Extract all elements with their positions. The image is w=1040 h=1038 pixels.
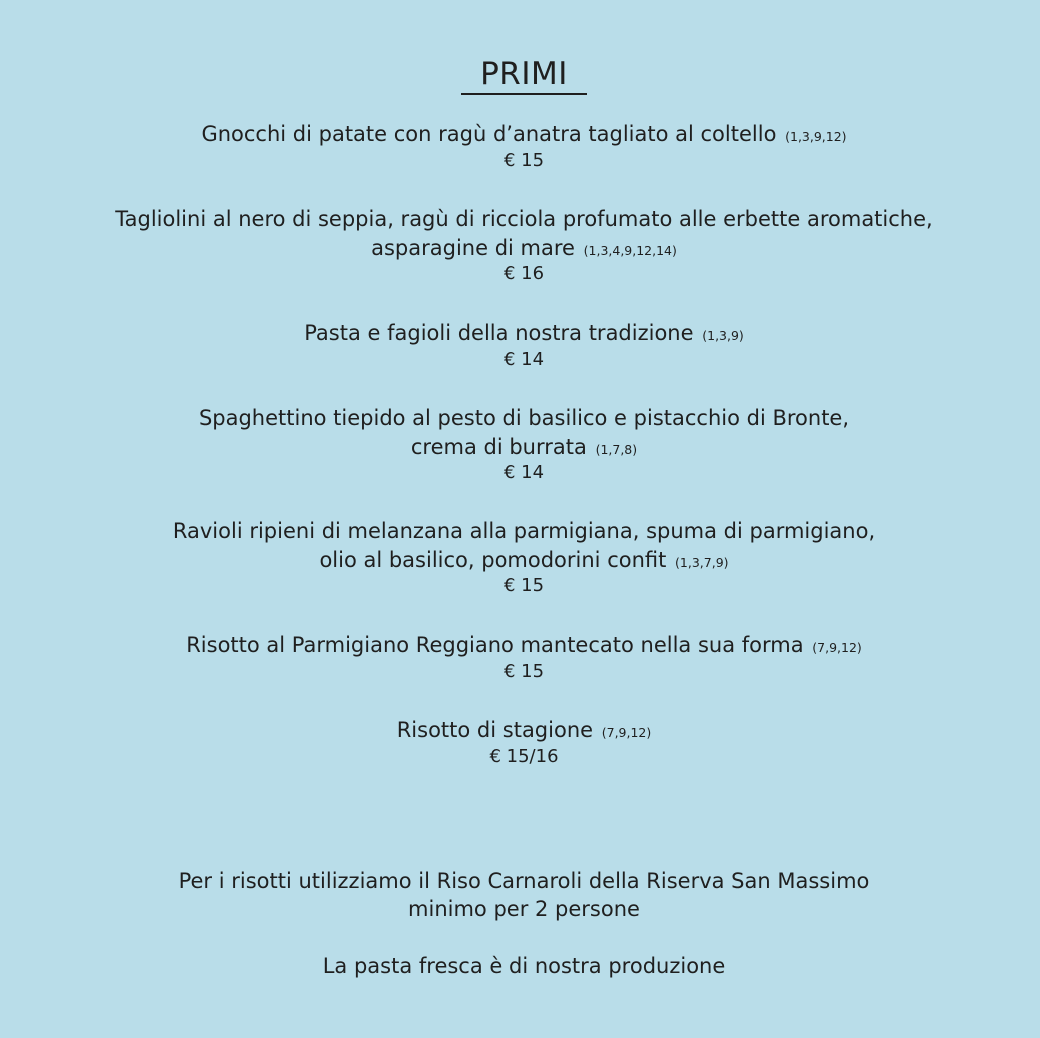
dish-name-line <box>0 716 1040 748</box>
dish-price: € 15 <box>503 660 545 682</box>
dish-name: Risotto al Parmigiano Reggiano mantecato nella sua forma <box>186 633 804 657</box>
dish-name-continued: olio al basilico, pomodorini confit <box>319 547 667 572</box>
title-underline <box>461 93 587 95</box>
section-title: PRIMI <box>480 56 568 92</box>
dish-name: Ravioli ripieni di melanzana alla parmigiana, spuma di parmigiano, <box>172 519 876 543</box>
dish-name-line <box>0 546 1040 578</box>
note-risotto-minimum: minimo per 2 persone <box>408 897 640 921</box>
dish-risotto-parmigiano <box>0 631 1040 684</box>
dish-allergens: (7,9,12) <box>601 725 652 740</box>
dish-name: Spaghettino tiepido al pesto di basilico e pistacchio di Bronte, <box>198 406 850 430</box>
dish-price: € 14 <box>503 348 545 370</box>
dish-name-continued: crema di burrata <box>410 434 587 459</box>
dish-price: € 16 <box>503 263 545 284</box>
dish-gnocchi <box>0 120 1040 173</box>
dish-name: Gnocchi di patate con ragù d’anatra tagliato al coltello <box>201 122 777 146</box>
dish-price: € 15 <box>503 149 545 171</box>
dish-ravioli <box>0 517 1040 598</box>
dish-name-line <box>0 433 1040 465</box>
dish-price: € 15 <box>503 575 545 596</box>
dish-allergens: (1,7,8) <box>595 441 638 457</box>
dish-name-line <box>0 120 1040 152</box>
dish-name-continued: asparagine di mare <box>371 235 575 260</box>
note-risotto-rice: Per i risotti utilizziamo il Riso Carnaroli della Riserva San Massimo <box>178 869 870 893</box>
dish-pasta-fagioli <box>0 319 1040 372</box>
dish-allergens: (1,3,7,9) <box>675 554 729 570</box>
dish-name-line <box>0 631 1040 663</box>
dish-name: Pasta e fagioli della nostra tradizione <box>304 321 694 345</box>
note-fresh-pasta: La pasta fresca è di nostra produzione <box>322 954 726 978</box>
dish-tagliolini <box>0 205 1040 286</box>
dish-allergens: (1,3,9,12) <box>785 129 847 144</box>
dish-price: € 15/16 <box>489 745 559 767</box>
dish-name-line <box>0 319 1040 351</box>
dish-risotto-stagione <box>0 716 1040 769</box>
dish-allergens: (7,9,12) <box>812 640 862 655</box>
dish-spaghettino <box>0 404 1040 485</box>
dish-name-line <box>0 234 1040 266</box>
dish-name: Risotto di stagione <box>396 718 594 742</box>
dish-allergens: (1,3,4,9,12,14) <box>583 242 677 258</box>
dish-name: Tagliolini al nero di seppia, ragù di ricciola profumato alle erbette aromatiche, <box>115 207 933 231</box>
dish-allergens: (1,3,9) <box>702 328 744 343</box>
dish-price: € 14 <box>503 462 545 483</box>
